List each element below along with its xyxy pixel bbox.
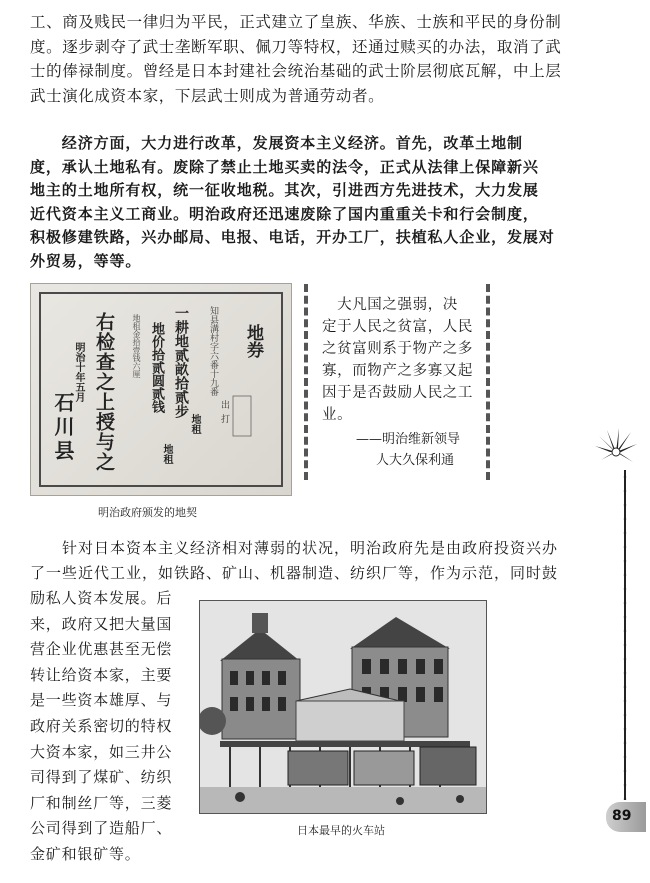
text-line: 营企业优惠甚至无偿 (30, 640, 173, 659)
text-line: 政府关系密切的特权 (30, 716, 173, 735)
text-line: 工、商及贱民一律归为平民，正式建立了皇族、华族、士族和平民的身份制 (30, 13, 562, 31)
station-caption: 日本最早的火车站 (297, 824, 385, 837)
land-deed-image (30, 283, 292, 496)
text-line: 经济方面，大力进行改革，发展资本主义经济。首先，改革土地制 (30, 134, 523, 152)
text-line: 度。逐步剥夺了武士垄断军职、佩刀等特权，还通过赎买的办法，取消了武 (30, 37, 562, 56)
text-line: 地主的土地所有权，统一征收地税。其次，引进西方先进技术，大力发展 (30, 181, 539, 199)
text-line: 武士演化成资本家，下层武士则成为普通劳动者。 (30, 86, 385, 105)
text-line: 来，政府又把大量国 (30, 614, 173, 633)
deed-col-notes: 地租金拾壹钱六厘 (132, 314, 141, 378)
svg-text:打: 打 (221, 415, 231, 425)
deed-col-d: 地租 (161, 444, 172, 464)
quote-line: 寡，而物产之多寡又起 (322, 363, 473, 379)
text-line: 厂和制丝厂等，三菱 (30, 793, 173, 812)
text-line: 士的俸禄制度。曾经是日本封建社会统治基础的武士阶层彻底瓦解，中上层 (30, 62, 562, 80)
seal-stamp-icon (217, 392, 257, 462)
text-line: 金矿和银矿等。 (30, 844, 141, 863)
deed-caption: 明治政府颁发的地契 (98, 506, 197, 519)
deed-col-prefecture: 石川县 (51, 392, 75, 464)
train-station-drawing (200, 601, 487, 814)
quote-line: 因于是否鼓励人民之工 (322, 385, 473, 401)
paragraph-social-reform (30, 10, 612, 108)
deed-col-a: 知县溝村字六番十九番 (208, 306, 218, 396)
text-line: 了一些近代工业，如铁路、矿山、机器制造、纺织厂等，作为示范，同时鼓 (30, 564, 559, 582)
text-line: 针对日本资本主义经济相对薄弱的状况，明治政府先是由政府投资兴办 (30, 539, 559, 557)
paragraph-privatization (30, 586, 190, 868)
text-line: 是一些资本雄厚、与 (30, 691, 173, 710)
paragraph-economic-reform (30, 132, 612, 273)
quote-line: 之贫富则系于物产之多 (322, 341, 473, 357)
attribution-line: ——明治维新领导 (356, 432, 461, 447)
attribution-line: 人大久保利通 (376, 453, 455, 468)
svg-text:出: 出 (221, 401, 231, 411)
stem-line (624, 470, 626, 800)
deed-col-price: 地价拾贰圆贰钱 (149, 322, 164, 413)
text-line: 励私人资本发展。后 (30, 589, 173, 607)
quote-text (322, 294, 490, 426)
train-station-image (199, 600, 487, 814)
page-number: 89 (612, 808, 632, 824)
text-line: 积极修建铁路，兴办邮局、电报、电话，开办工厂，扶植私人企业，发展对 (30, 228, 555, 246)
paragraph-industry (30, 536, 620, 586)
deed-col-date: 明治十年五月 (73, 342, 84, 402)
deed-col-c: 地租 (189, 414, 200, 434)
quote-box (304, 284, 490, 480)
deed-title: 地券 (243, 324, 263, 358)
deed-col-main: 右检查之上授与之 (93, 312, 115, 472)
flower-ornament-icon (593, 422, 639, 472)
text-line: 外贸易，等等。 (30, 251, 142, 270)
quote-line: 大凡国之强弱，决 (322, 297, 458, 313)
text-line: 公司得到了造船厂、 (30, 819, 173, 838)
quote-attribution (356, 429, 492, 471)
text-line: 度，承认土地私有。废除了禁止土地买卖的法令，正式从法律上保障新兴 (30, 157, 539, 176)
text-line: 司得到了煤矿、纺织 (30, 768, 173, 787)
text-line: 转让给资本家，主要 (30, 665, 173, 684)
text-line: 大资本家，如三井公 (30, 742, 173, 761)
text-line: 近代资本主义工商业。明治政府还迅速废除了国内重重关卡和行会制度， (30, 204, 539, 223)
quote-line: 业。 (322, 407, 353, 423)
deed-col-area: 一耕地贰畝拾贰步 (173, 306, 189, 418)
quote-line: 定于人民之贫富，人民 (322, 319, 473, 335)
